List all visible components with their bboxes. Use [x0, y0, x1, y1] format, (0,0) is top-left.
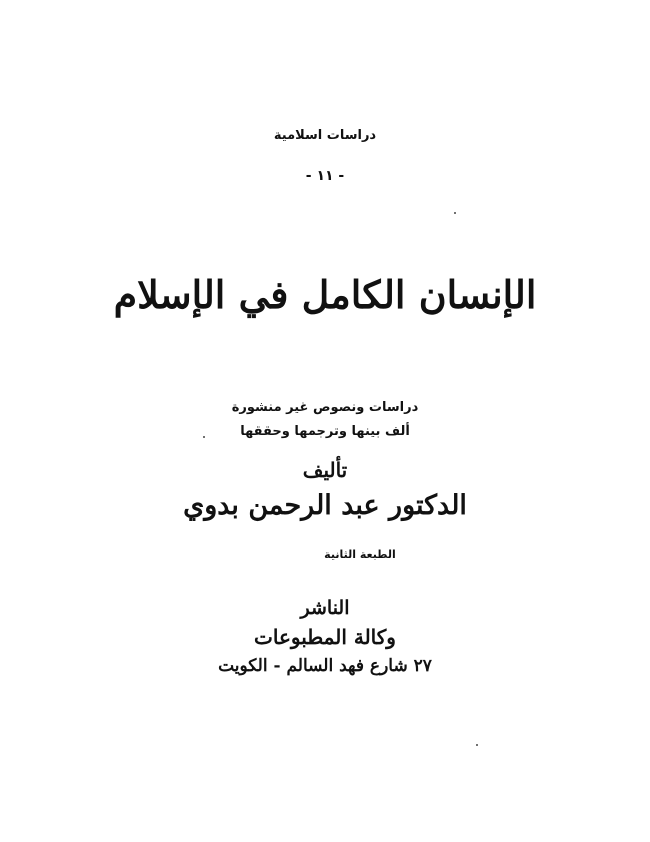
- publisher-name: وكالة المطبوعات: [254, 625, 396, 649]
- edition-label: الطبعة الثانية: [324, 548, 396, 561]
- book-subtitle: دراسات ونصوص غير منشورة: [231, 400, 419, 415]
- compilation-note: ألف بينها وترجمها وحققها: [240, 424, 410, 439]
- series-name: دراسات اسلامية: [273, 128, 377, 143]
- scan-speck: [203, 436, 205, 438]
- author-name: الدكتور عبد الرحمن بدوي: [183, 490, 467, 521]
- publisher-label: الناشر: [300, 597, 350, 619]
- scan-speck: [476, 744, 478, 746]
- series-number: - ١١ -: [305, 168, 345, 184]
- publisher-address: ٢٧ شارع فهد السالم - الكويت: [218, 656, 432, 676]
- scan-speck: [454, 212, 456, 214]
- authorship-label: تأليف: [302, 458, 348, 482]
- book-title: الإنسان الكامل في الإسلام: [113, 272, 537, 317]
